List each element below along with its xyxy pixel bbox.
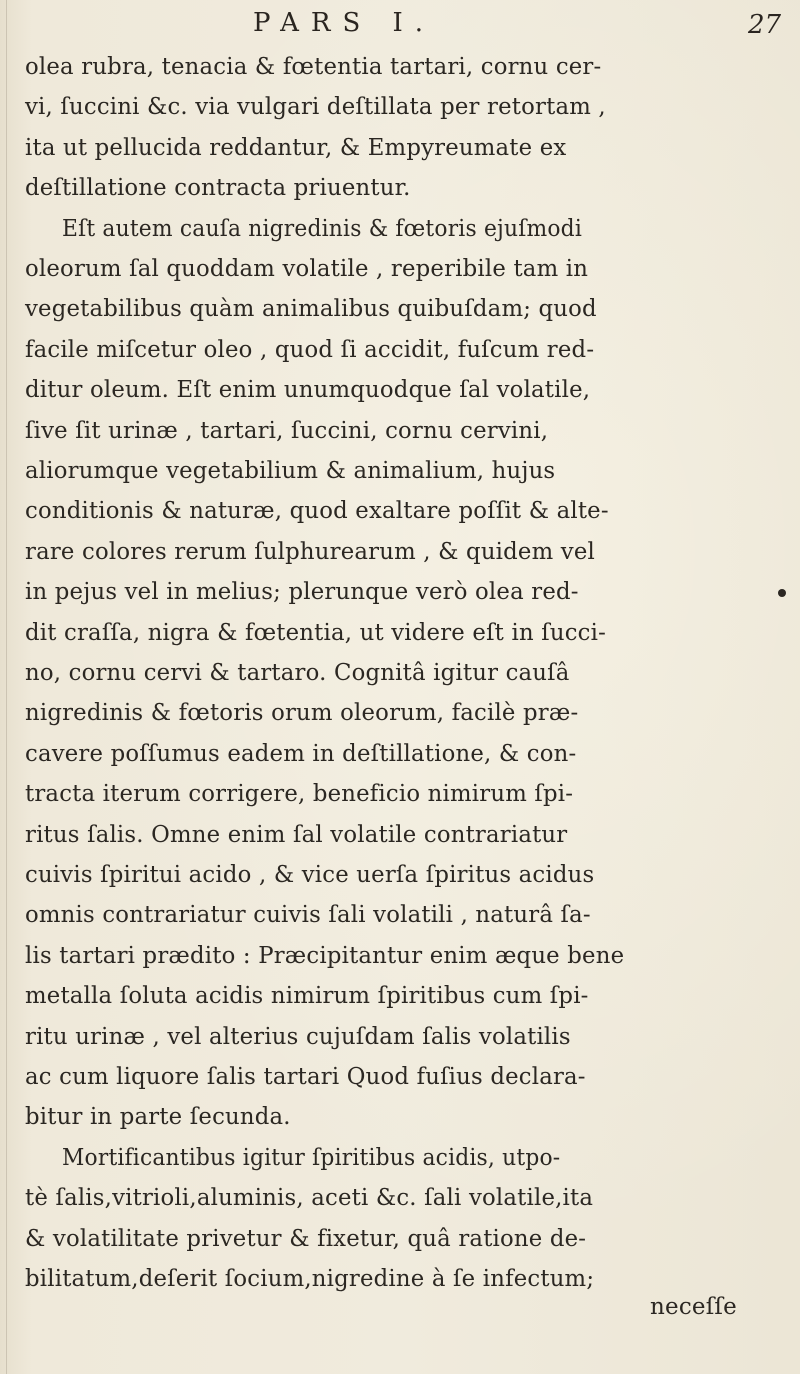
text-line: olea rubra, tenacia & fœtentia tartari, cornu cer-: [25, 54, 602, 80]
text-line: tracta iterum corrigere, beneficio nimirum ſpi-: [25, 781, 574, 808]
page-number: 27: [748, 10, 782, 40]
text-line: rare colores rerum ſulphurearum , & quidem vel: [25, 538, 596, 565]
text-line: no, cornu cervi & tartaro. Cognitâ igitur cauſâ: [25, 660, 570, 686]
page-gutter-edge: [6, 0, 7, 1374]
text-line: ditur oleum. Eſt enim unumquodque ſal volatile,: [25, 377, 591, 404]
text-line: ita ut pellucida reddantur, & Empyreumate ex: [25, 134, 567, 161]
running-head: [0, 0, 800, 46]
text-line: deſtillatione contracta priuentur.: [25, 175, 411, 202]
text-line: nigredinis & fœtoris orum oleorum, facilè præ-: [25, 700, 579, 727]
text-line: bitur in parte ſecunda.: [25, 1104, 291, 1131]
text-line: dit craſſa, nigra & fœtentia, ut videre eſt in ſucci-: [25, 619, 606, 646]
text-line: tè ſalis,vitrioli,aluminis, aceti &c. ſali volatile,ita: [25, 1185, 594, 1212]
text-line: facile miſcetur oleo , quod ſi accidit, fuſcum red-: [25, 336, 595, 363]
text-line: oleorum ſal quoddam volatile , reperibile tam in: [25, 256, 589, 282]
text-line: in pejus vel in melius; plerunque verò olea red-: [25, 579, 579, 606]
section-title: PARS I.: [253, 8, 436, 38]
text-line: omnis contrariatur cuivis ſali volatili , naturâ ſa-: [25, 902, 591, 929]
text-line: aliorumque vegetabilium & animalium, hujus: [25, 458, 556, 484]
text-line: vegetabilibus quàm animalibus quibuſdam; quod: [25, 296, 597, 323]
text-line: bilitatum,deſerit ſocium,nigredine à ſe infectum;: [25, 1266, 595, 1292]
text-line: & volatilitate privetur & fixetur, quâ ratione de-: [25, 1225, 587, 1252]
text-line: cuivis ſpiritui acido , & vice uerſa ſpiritus acidus: [25, 862, 595, 888]
text-line: ritu urinæ , vel alterius cujuſdam ſalis volatilis: [25, 1023, 571, 1050]
text-line: Eſt autem cauſa nigredinis & fœtoris ejuſmodi: [62, 215, 582, 242]
text-line: lis tartari prædito : Præcipitantur enim æque bene: [25, 942, 625, 969]
text-line: metalla ſoluta acidis nimirum ſpiritibus cum ſpi-: [25, 983, 589, 1010]
catchword: neceſſe: [650, 1294, 737, 1321]
text-line: cavere poſſumus eadem in deſtillatione, & con-: [25, 740, 577, 767]
text-line: ritus ſalis. Omne enim ſal volatile contrariatur: [25, 821, 568, 848]
text-line: Mortificantibus igitur ſpiritibus acidis, utpo-: [62, 1144, 561, 1171]
text-line: conditionis & naturæ, quod exaltare poſſit & alte-: [25, 498, 609, 525]
text-line: ac cum liquore ſalis tartari Quod fuſius declara-: [25, 1064, 586, 1090]
text-line: ſive ſit urinæ , tartari, ſuccini, cornu cervini,: [25, 417, 549, 444]
text-line: vi, ſuccini &c. via vulgari deſtillata per retortam ,: [25, 94, 606, 121]
